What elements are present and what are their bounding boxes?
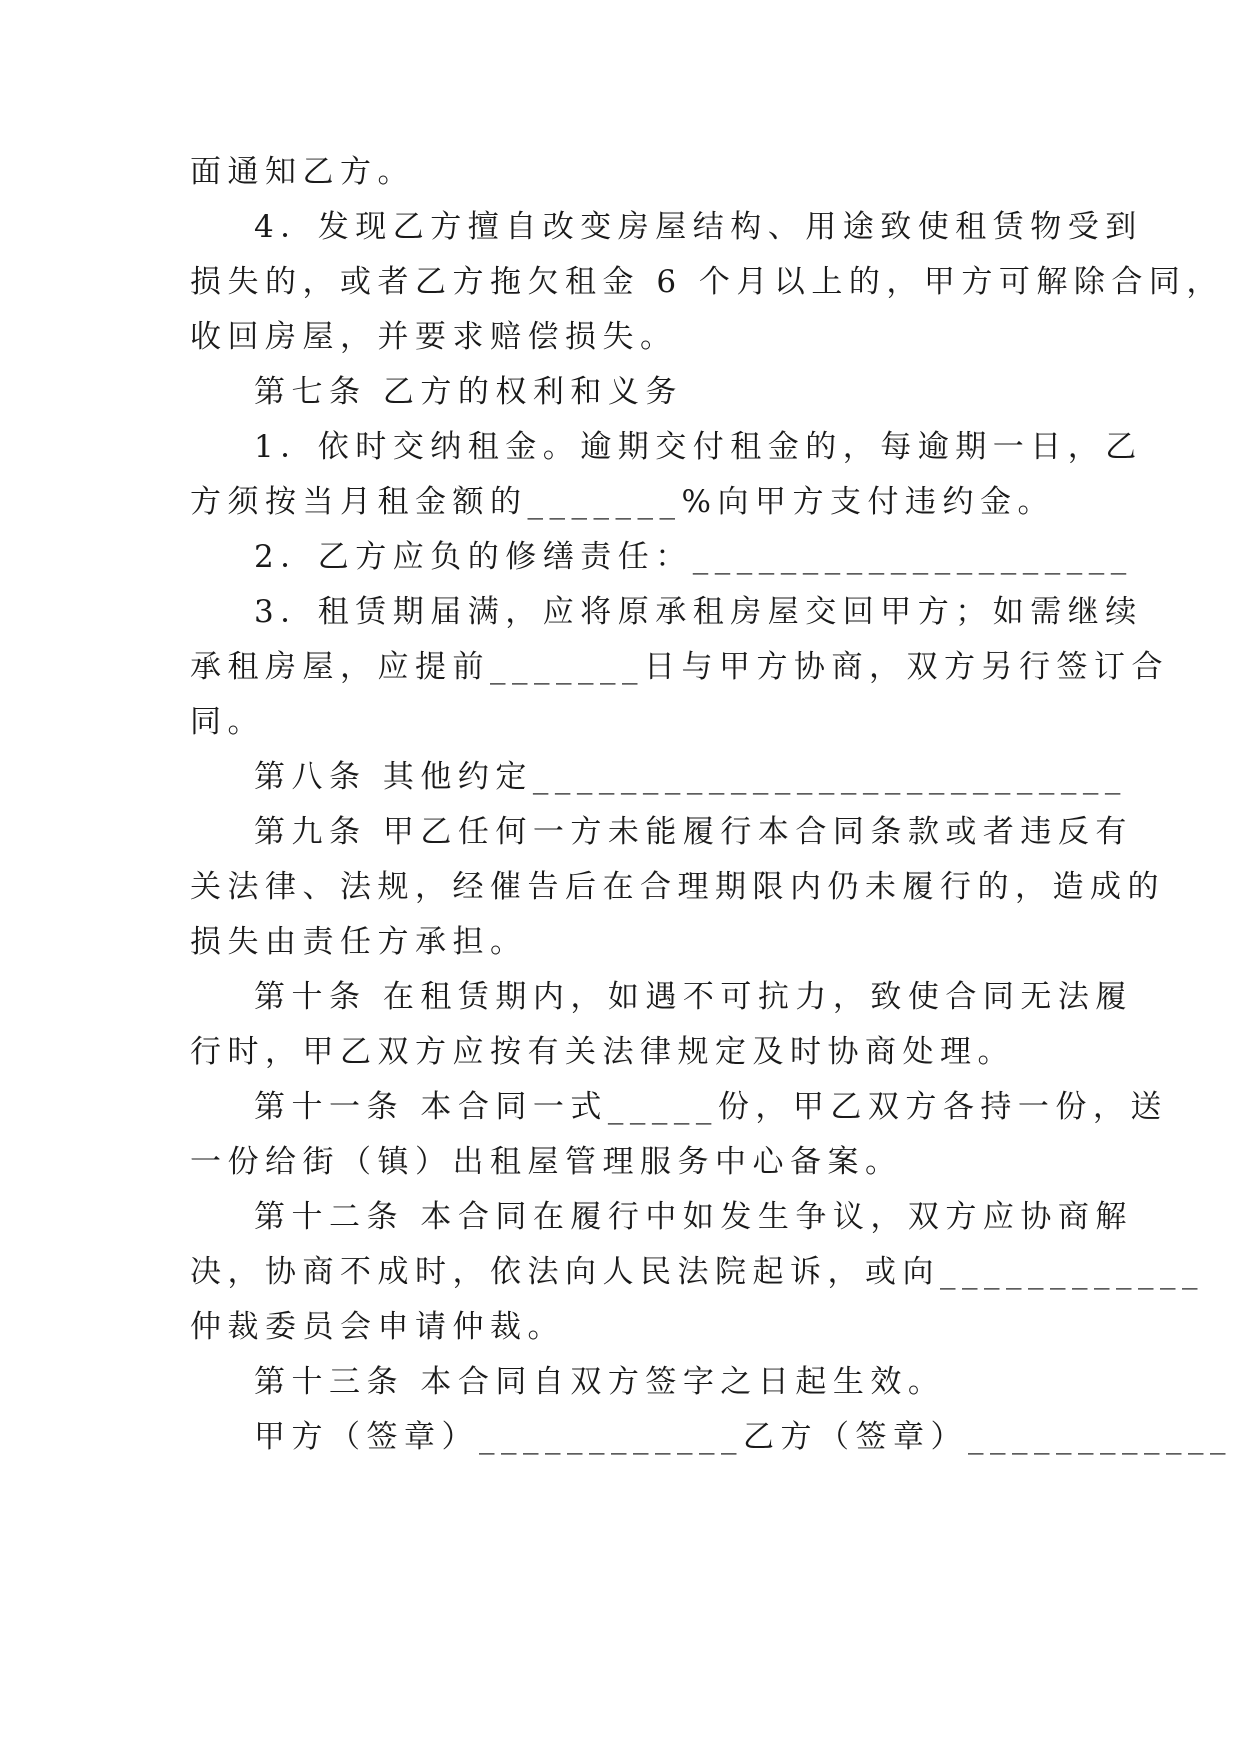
text-line: 4．发现乙方擅自改变房屋结构、用途致使租赁物受到 (254, 209, 1143, 245)
text-line: 行时，甲乙双方应按有关法律规定及时协商处理。 (190, 1034, 1015, 1070)
text-line: 损失由责任方承担。 (190, 924, 528, 960)
text-line: 1．依时交纳租金。逾期交付租金的，每逾期一日，乙 (254, 429, 1143, 465)
text-line: 3．租赁期届满，应将原承租房屋交回甲方；如需继续 (254, 594, 1143, 630)
text-line: 关法律、法规，经催告后在合理期限内仍未履行的，造成的 (190, 869, 1165, 905)
text-line: 收回房屋，并要求赔偿损失。 (190, 319, 678, 355)
text-line: 一份给街（镇）出租屋管理服务中心备案。 (190, 1144, 903, 1180)
text-line: 损失的，或者乙方拖欠租金 6 个月以上的，甲方可解除合同， (190, 264, 1224, 300)
section-heading: 第七条 乙方的权利和义务 (254, 374, 683, 410)
section-heading: 第十三条 本合同自双方签字之日起生效。 (254, 1364, 946, 1400)
text-line: 决，协商不成时，依法向人民法院起诉，或向____________ (190, 1254, 1204, 1290)
text-line: 承租房屋，应提前_______日与甲方协商，双方另行签订合 (190, 649, 1169, 685)
section-heading: 第十一条 本合同一式_____份，甲乙双方各持一份，送 (254, 1089, 1168, 1125)
text-line: 2．乙方应负的修缮责任：____________________ (254, 539, 1133, 575)
section-heading: 第十条 在租赁期内，如遇不可抗力，致使合同无法履 (254, 979, 1133, 1015)
signature-line: 甲方（签章）____________乙方（签章）____________ (254, 1419, 1232, 1455)
section-heading: 第十二条 本合同在履行中如发生争议，双方应协商解 (254, 1199, 1133, 1235)
section-heading: 第九条 甲乙任何一方未能履行本合同条款或者违反有 (254, 814, 1133, 850)
section-heading: 第八条 其他约定___________________________ (254, 759, 1127, 795)
text-line: 仲裁委员会申请仲裁。 (190, 1309, 565, 1345)
text-line: 同。 (190, 704, 265, 740)
text-line: 面通知乙方。 (190, 154, 415, 190)
text-line: 方须按当月租金额的_______%向甲方支付违约金。 (190, 484, 1055, 520)
